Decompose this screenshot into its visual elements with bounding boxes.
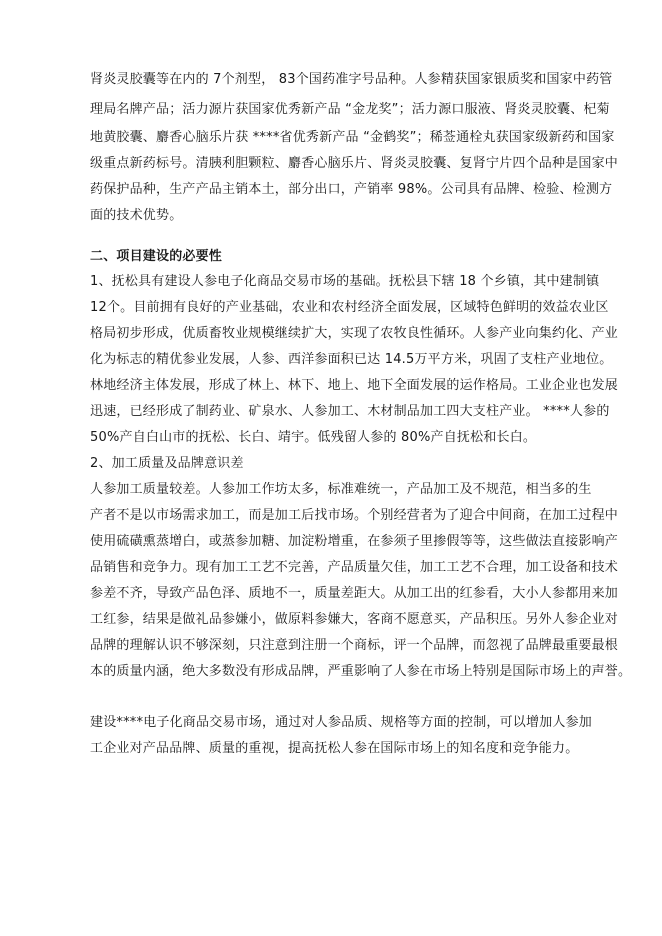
conclusion-line-2: 工企业对产品品牌、质量的重视，提高抚松人参在国际市场上的知名度和竞争能力。 xyxy=(90,741,579,756)
point-2-line-5: 参差不齐，导致产品色泽、质地不一，质量差距大。从加工出的红参看，大小人参都用来加 xyxy=(90,586,619,601)
point-1-line-5: 林地经济主体发展，形成了林上、林下、地上、地下全面发展的运作格局。工业企业也发展 xyxy=(90,378,619,393)
point-1-line-1: 1、抚松具有建设人参电子化商品交易市场的基础。抚松县下辖 18 个乡镇，其中建制镇 xyxy=(90,274,600,289)
paragraph-1-line-1: 肾炎灵胶囊等在内的 7个剂型， 83个国药准字号品种。人参精获国家银质奖和国家中药管 xyxy=(90,72,613,87)
point-1-line-4: 化为标志的精优参业发展，人参、西洋参面积已达 14.5万平方米，巩固了支柱产业地位。 xyxy=(90,352,613,367)
point-1-line-3: 格局初步形成，优质畜牧业规模继续扩大，实现了农牧良性循环。人参产业向集约化、产业 xyxy=(90,326,619,341)
point-1-line-7: 50%产自白山市的抚松、长白、靖宇。低残留人参的 80%产自抚松和长白。 xyxy=(90,430,537,445)
conclusion-line-1: 建设****电子化商品交易市场，通过对人参品质、规格等方面的控制，可以增加人参加 xyxy=(90,715,593,730)
point-2-line-8: 本的质量内涵，绝大多数没有形成品牌，严重影响了人参在市场上特别是国际市场上的声誉。 xyxy=(90,664,632,679)
paragraph-1-line-3: 地黄胶囊、麝香心脑乐片获 ****省优秀新产品 “金鹤奖”；稀莶通栓丸获国家级新药和国家 xyxy=(90,130,615,145)
paragraph-1-line-2: 理局名牌产品；活力源片获国家优秀新产品 “金龙奖”；活力源口服液、肾炎灵胶囊、杞菊 xyxy=(90,102,610,117)
point-2-line-3: 使用硫磺熏蒸增白，或蒸参加糖、加淀粉增重，在参须子里掺假等等，这些做法直接影响产 xyxy=(90,534,619,549)
point-2-title: 2、加工质量及品牌意识差 xyxy=(90,456,244,471)
paragraph-1-line-5: 药保护品种，生产产品主销本土，部分出口，产销率 98%。公司具有品牌、检验、检测方 xyxy=(90,182,613,197)
point-2-line-2: 产者不是以市场需求加工，而是加工后找市场。个别经营者为了迎合中间商，在加工过程中 xyxy=(90,508,619,523)
point-2-line-1: 人参加工质量较差。人参加工作坊太多，标准难统一，产品加工及不规范，相当多的生 xyxy=(90,482,592,497)
point-2-line-6: 工红参，结果是做礼品参嫌小，做原料参嫌大，客商不愿意买，产品积压。另外人参企业对 xyxy=(90,612,619,627)
paragraph-1-line-6: 面的技术优势。 xyxy=(90,208,183,223)
point-1-line-6: 迅速，已经形成了制药业、矿泉水、人参加工、木材制品加工四大支柱产业。 ****人参的 xyxy=(90,404,610,419)
section-heading: 二、项目建设的必要性 xyxy=(90,249,223,264)
paragraph-1-line-4: 级重点新药标号。清胰利胆颗粒、麝香心脑乐片、肾炎灵胶囊、复肾宁片四个品种是国家中 xyxy=(90,156,619,171)
point-2-line-4: 品销售和竞争力。现有加工工艺不完善，产品质量欠佳，加工工艺不合理，加工设备和技术 xyxy=(90,560,619,575)
point-2-line-7: 品牌的理解认识不够深刻，只注意到注册一个商标，评一个品牌，而忽视了品牌最重要最根 xyxy=(90,638,619,653)
point-1-line-2: 12个。目前拥有良好的产业基础，农业和农村经济全面发展，区域特色鲜明的效益农业区 xyxy=(90,300,609,315)
